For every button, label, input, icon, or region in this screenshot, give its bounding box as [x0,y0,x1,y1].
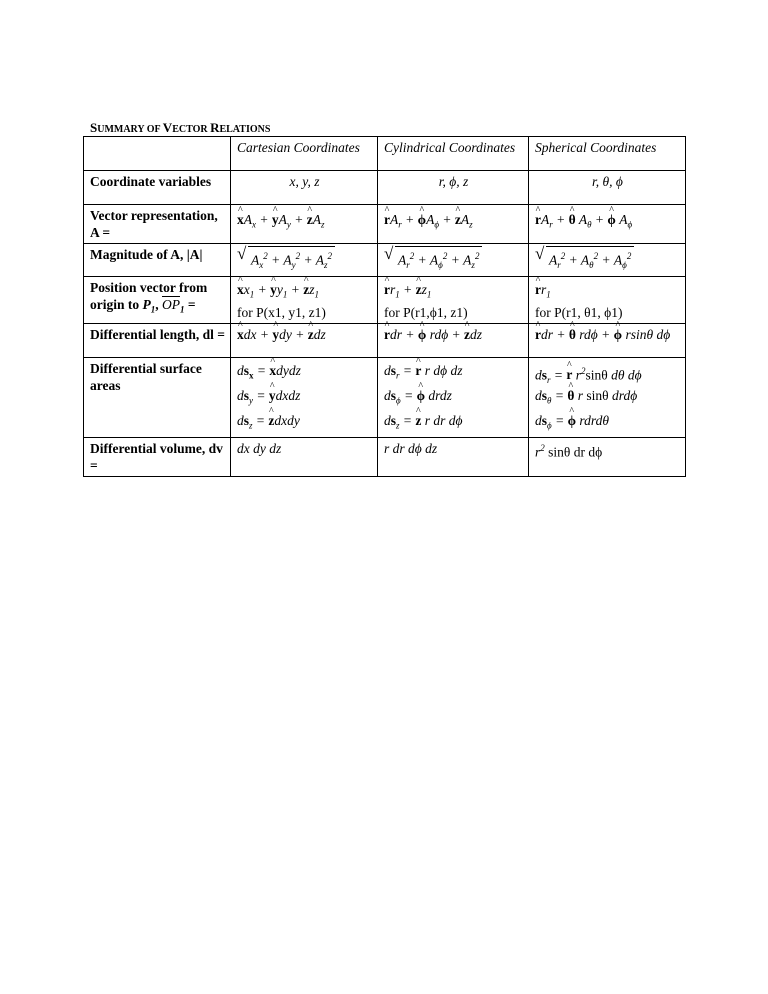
cell-cylindrical: r ^dr + ϕ ^ rdϕ + z ^dz [378,323,529,357]
cell-cartesian: dx dy dz [231,437,378,476]
cell-cartesian: x, y, z [231,171,378,205]
corner-cell [84,137,231,171]
row-coordinate-variables [84,171,686,205]
row-label: Differential surface areas [84,357,231,437]
cell-spherical: √ $A_r^2 + A_\theta^2 + A_\phi^2$ [529,244,686,277]
cell-cylindrical: r $\^{}A_r + \phi$ $\^{}A_\phi + z$ $\^{}A_z$ [378,205,529,244]
cell-cartesian: √ $A_x^2 + A_y^2 + A_z^2$ [231,244,378,277]
row-label: Magnitude of A, |A| [84,244,231,277]
page-title: SUMMARY OF VECTOR RELATIONS [90,120,271,135]
row-label: Coordinate variables [84,171,231,205]
row-differential-surface [84,357,686,437]
cell-cartesian: $ds_x = x$ ^dydz $ds_y = y$ ^dxdz $ds_z = z$ ^dxdy [231,357,378,437]
cell-cartesian: x $\^{}x_1 + y$ $\^{}y_1 + z$ $\^{}z_1$ for P(x1, y1, z1) [231,277,378,324]
cell-spherical: $ds_r = r$ ^ $r^2\sin\theta$ dθ dϕ $ds_\theta = \theta$ ^ r sinθ drdϕ $ds_\phi = \phi$ ^ rdrdθ [529,357,686,437]
cell-cylindrical: r, ϕ, z [378,171,529,205]
cell-cartesian: x $\^{}A_x + y$ $\^{}A_y + z$ $\^{}A_z$ [231,205,378,244]
header-spherical: Spherical Coordinates [529,137,686,171]
cell-cylindrical: r $\^{}r_1 + z$ $\^{}z_1$ for P(r1,ϕ1, z1) [378,277,529,324]
cylindrical-point: for P(r1,ϕ1, z1) [384,304,468,320]
row-label: Differential volume, dv = [84,437,231,476]
cell-spherical: r ^dr + θ ^ rdϕ + ϕ ^ rsinθ dϕ [529,323,686,357]
cell-spherical: r, θ, ϕ [529,171,686,205]
cell-spherical: r $\^{}A_r + \theta$ ^ $A_\theta + \phi$ ^ $A_\phi$ [529,205,686,244]
cartesian-point: for P(x1, y1, z1) [237,304,326,320]
row-differential-volume [84,437,686,476]
cell-cylindrical: √ $A_r^2 + A_\phi^2 + A_z^2$ [378,244,529,277]
header-row [84,137,686,171]
row-vector-representation [84,205,686,244]
header-cartesian: Cartesian Coordinates [231,137,378,171]
cell-spherical: $r^2$ sinθ dr dϕ [529,437,686,476]
spherical-point: for P(r1, θ1, ϕ1) [535,304,623,320]
vector-relations-table [83,136,686,477]
header-cylindrical: Cylindrical Coordinates [378,137,529,171]
row-label: Differential length, dl = [84,323,231,357]
cell-cylindrical: r dr dϕ dz [378,437,529,476]
row-differential-length [84,323,686,357]
cell-spherical: r $\^{}r_1$ for P(r1, θ1, ϕ1) [529,277,686,324]
row-label: Vector representation, A = [84,205,231,244]
row-label: Position vector from origin to $P_1$, $\overline{OP}_1$ = [84,277,231,324]
cell-cylindrical: $ds_r = r$ ^ r dϕ dz $ds_\phi = \phi$ ^ drdz $ds_z = z$ ^ r dr dϕ [378,357,529,437]
cell-cartesian: x ^dx + y ^dy + z ^dz [231,323,378,357]
